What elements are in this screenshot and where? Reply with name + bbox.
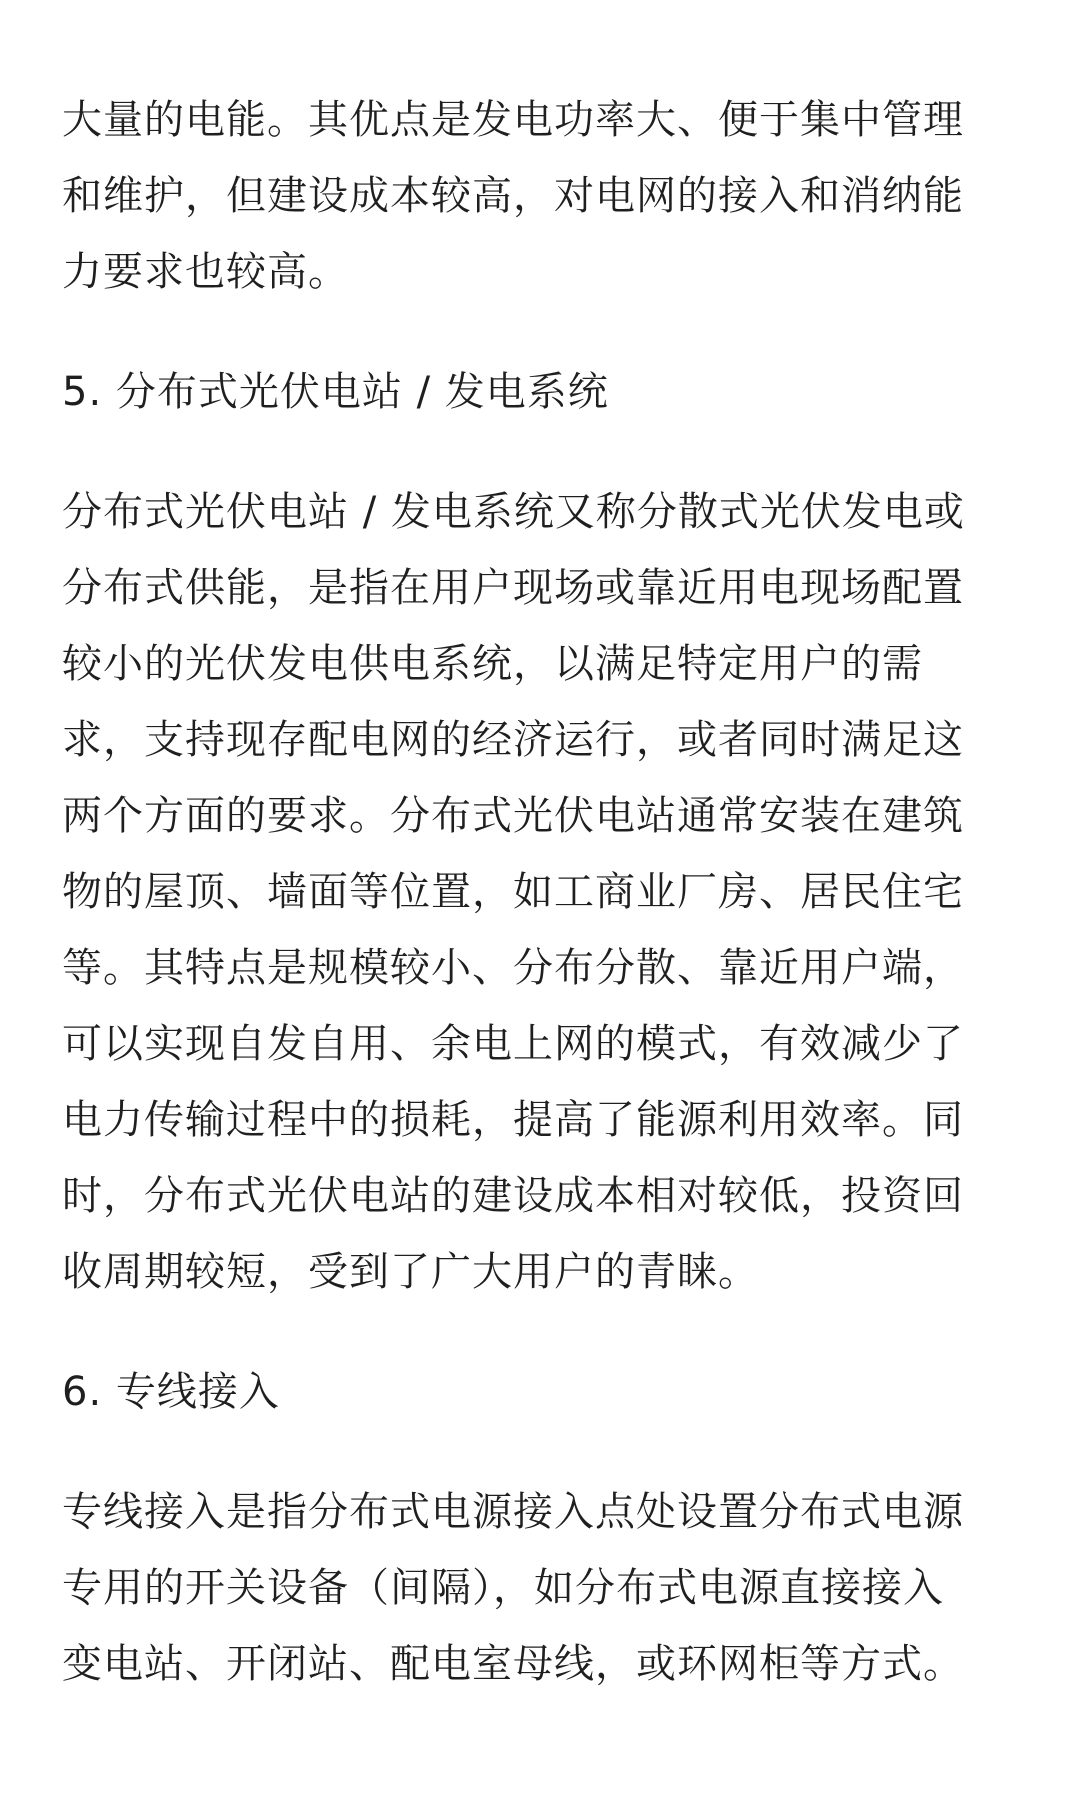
text-line: 物的屋顶、墙面等位置，如工商业厂房、居民住宅 — [62, 869, 964, 915]
text-line: 等。其特点是规模较小、分布分散、靠近用户端， — [62, 945, 964, 991]
paragraph-spacer — [62, 1430, 1022, 1474]
section-5-paragraph — [62, 474, 1022, 1310]
text-line: 两个方面的要求。分布式光伏电站通常安装在建筑 — [62, 793, 964, 839]
text-line: 专线接入是指分布式电源接入点处设置分布式电源 — [62, 1489, 964, 1535]
text-line: 求，支持现存配电网的经济运行，或者同时满足这 — [62, 717, 964, 763]
text-line: 分布式供能，是指在用户现场或靠近用电现场配置 — [62, 565, 964, 611]
text-line: 变电站、开闭站、配电室母线，或环网柜等方式。 — [62, 1641, 964, 1687]
article-body — [62, 82, 1022, 1702]
text-line: 时，分布式光伏电站的建设成本相对较低，投资回 — [62, 1173, 964, 1219]
paragraph-spacer — [62, 310, 1022, 354]
text-line: 较小的光伏发电供电系统，以满足特定用户的需 — [62, 641, 923, 687]
text-line: 和维护，但建设成本较高，对电网的接入和消纳能 — [62, 173, 964, 219]
section-6-heading: 6. 专线接入 — [62, 1369, 280, 1415]
text-line: 电力传输过程中的损耗，提高了能源利用效率。同 — [62, 1097, 964, 1143]
text-line: 大量的电能。其优点是发电功率大、便于集中管理 — [62, 97, 964, 143]
section-6-paragraph — [62, 1474, 1022, 1702]
text-line: 收周期较短，受到了广大用户的青睐。 — [62, 1249, 759, 1295]
paragraph-spacer — [62, 1310, 1022, 1354]
paragraph-spacer — [62, 430, 1022, 474]
text-line: 分布式光伏电站 / 发电系统又称分散式光伏发电或 — [62, 489, 965, 535]
text-line: 可以实现自发自用、余电上网的模式，有效减少了 — [62, 1021, 964, 1067]
text-line: 力要求也较高。 — [62, 249, 349, 295]
paragraph-1 — [62, 82, 1022, 310]
text-line: 专用的开关设备（间隔），如分布式电源直接接入 — [62, 1565, 944, 1611]
section-5-heading: 5. 分布式光伏电站 / 发电系统 — [62, 369, 609, 415]
